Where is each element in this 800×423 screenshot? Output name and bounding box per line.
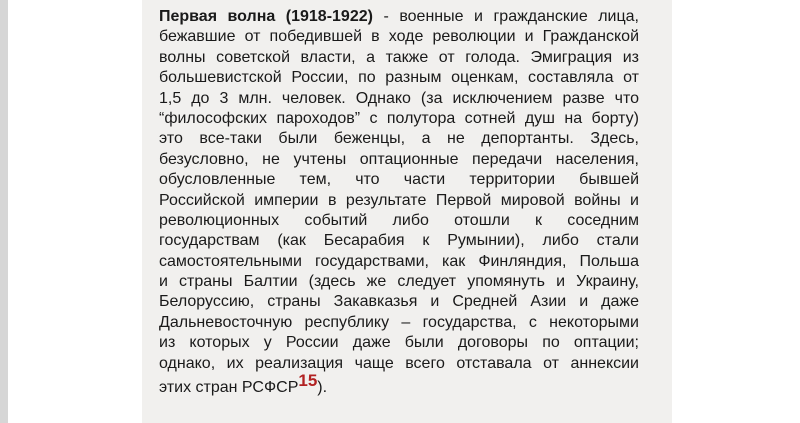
text-line: Российской империи в результате Первой мировой войны и	[159, 191, 639, 209]
text-line: однако, их реализация чаще всего отставала от аннексии	[159, 354, 639, 372]
text-line: большевистской России, по разным оценкам, составляла от	[159, 69, 639, 87]
article-text	[159, 7, 639, 404]
section-heading: Первая волна (1918-1922)	[159, 8, 373, 25]
text-line: из которых у России даже были договоры по оптации;	[159, 334, 639, 352]
footnote-reference[interactable]: 15	[298, 371, 318, 391]
lead-line-text: - военные и гражданские лица,	[372, 8, 639, 25]
last-line-tail: ).	[317, 379, 328, 397]
last-line-text: этих стран РСФСР	[159, 379, 299, 397]
last-line	[159, 371, 639, 404]
text-line: 1,5 до 3 млн. человек. Однако (за исключением разве что	[159, 89, 639, 107]
document-panel	[142, 0, 672, 423]
text-line: “философских пароходов” с полутора сотней душ на борту)	[159, 109, 639, 127]
text-line: обусловленные тем, что части территории бывшей	[159, 171, 639, 189]
text-line: государствам (как Бесарабия к Румынии), либо стали	[159, 232, 639, 250]
text-line: это все-таки были беженцы, а не депортанты. Здесь,	[159, 130, 639, 148]
lead-line	[159, 7, 639, 27]
text-line: Белоруссию, страны Закавказья и Средней Азии и даже	[159, 293, 639, 311]
left-gutter	[0, 0, 8, 423]
text-line: и страны Балтии (здесь же следует упомянуть и Украину,	[159, 273, 639, 291]
text-line: волны советской власти, а также от голода. Эмиграция из	[159, 48, 639, 66]
text-line: бежавшие от победившей в ходе революции и Гражданской	[159, 28, 639, 46]
text-line: Дальневосточную республику – государства, с некоторыми	[159, 313, 639, 331]
text-line: самостоятельными государствами, как Финляндия, Польша	[159, 252, 639, 270]
text-line: безусловно, не учтены оптационные передачи населения,	[159, 150, 639, 168]
text-line: революционных событий либо отошли к соседним	[159, 211, 639, 229]
